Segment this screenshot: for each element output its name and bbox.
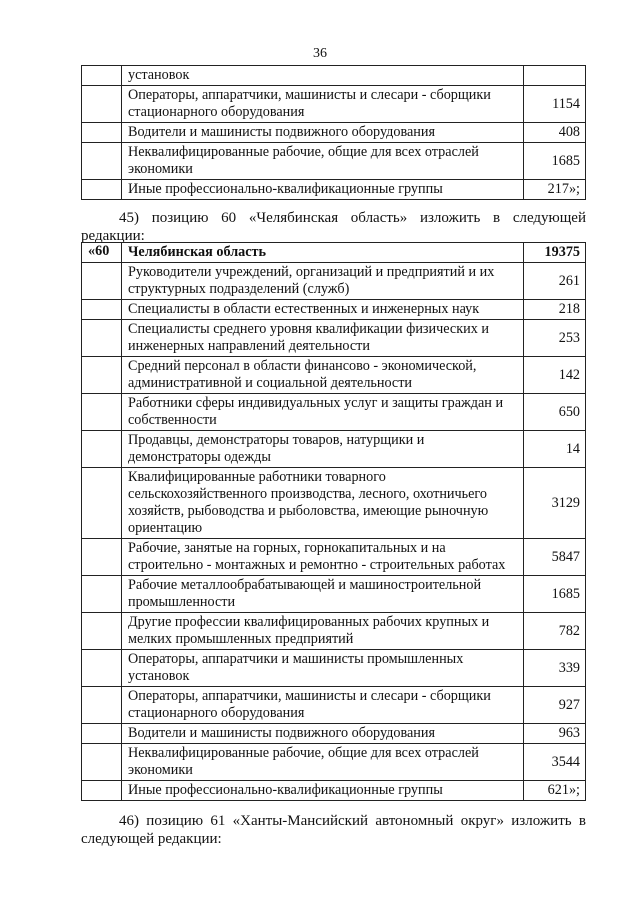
row-code: [82, 143, 122, 180]
row-name: Операторы, аппаратчики, машинисты и слесари - сборщики стационарного оборудования: [122, 687, 524, 724]
table-row: [82, 320, 586, 357]
row-code: [82, 394, 122, 431]
paragraph-46-line1: 46) позицию 61 «Ханты-Мансийский автономный округ» изложить в: [119, 813, 586, 829]
table-row: [82, 687, 586, 724]
paragraph-46-line2: следующей редакции:: [81, 831, 222, 847]
row-name: Рабочие металлообрабатывающей и машиностроительной промышленности: [122, 576, 524, 613]
row-value: 927: [524, 687, 586, 724]
row-code: [82, 576, 122, 613]
row-value: 963: [524, 724, 586, 744]
table-row: [82, 724, 586, 744]
row-value: 1685: [524, 143, 586, 180]
row-name: Операторы, аппаратчики, машинисты и слесари - сборщики стационарного оборудования: [122, 86, 524, 123]
row-code: [82, 613, 122, 650]
row-name: Специалисты в области естественных и инженерных наук: [122, 300, 524, 320]
row-name: Водители и машинисты подвижного оборудования: [122, 724, 524, 744]
table-row: [82, 300, 586, 320]
row-code: [82, 468, 122, 539]
row-name: Водители и машинисты подвижного оборудования: [122, 123, 524, 143]
paragraph-45: [81, 209, 586, 245]
row-code: [82, 744, 122, 781]
row-value: 621»;: [524, 781, 586, 801]
row-name: Операторы, аппаратчики и машинисты промышленных установок: [122, 650, 524, 687]
row-code: [82, 180, 122, 200]
paragraph-46: [81, 812, 586, 848]
row-name: Продавцы, демонстраторы товаров, натурщики и демонстраторы одежды: [122, 431, 524, 468]
table-row: [82, 123, 586, 143]
row-value: 3544: [524, 744, 586, 781]
paragraph-45-line1: 45) позицию 60 «Челябинская область» изложить в следующей: [119, 210, 586, 226]
table-row: [82, 539, 586, 576]
row-code: [82, 724, 122, 744]
table-row: [82, 650, 586, 687]
table-row: [82, 613, 586, 650]
table-row: [82, 86, 586, 123]
row-value: 3129: [524, 468, 586, 539]
row-code: [82, 687, 122, 724]
row-name: Неквалифицированные рабочие, общие для всех отраслей экономики: [122, 143, 524, 180]
row-code: [82, 650, 122, 687]
row-value: 339: [524, 650, 586, 687]
row-name: Руководители учреждений, организаций и предприятий и их структурных подразделений (служб): [122, 263, 524, 300]
row-value: 218: [524, 300, 586, 320]
row-value: 217»;: [524, 180, 586, 200]
table-row: [82, 357, 586, 394]
table-row: [82, 394, 586, 431]
row-code: [82, 263, 122, 300]
row-value: [524, 66, 586, 86]
table-row: [82, 781, 586, 801]
row-value: 142: [524, 357, 586, 394]
row-value: 650: [524, 394, 586, 431]
row-value: 14: [524, 431, 586, 468]
row-name: Неквалифицированные рабочие, общие для всех отраслей экономики: [122, 744, 524, 781]
table-row: [82, 576, 586, 613]
region-name: Челябинская область: [122, 243, 524, 263]
row-value: 1685: [524, 576, 586, 613]
row-name: установок: [122, 66, 524, 86]
row-value: 1154: [524, 86, 586, 123]
row-name: Специалисты среднего уровня квалификации физических и инженерных направлений деятельности: [122, 320, 524, 357]
row-code: [82, 300, 122, 320]
row-name: Средний персонал в области финансово - экономической, административной и социальной деятельности: [122, 357, 524, 394]
row-code: [82, 86, 122, 123]
row-code: [82, 357, 122, 394]
row-value: 261: [524, 263, 586, 300]
page-number: 36: [313, 46, 327, 61]
row-value: 408: [524, 123, 586, 143]
region-row: [82, 243, 586, 263]
table-row: [82, 263, 586, 300]
table-chelyabinsk: [81, 242, 586, 801]
table-row: [82, 744, 586, 781]
table-continued: [81, 65, 586, 200]
row-name: Иные профессионально-квалификационные группы: [122, 781, 524, 801]
region-total: 19375: [524, 243, 586, 263]
row-name: Работники сферы индивидуальных услуг и защиты граждан и собственности: [122, 394, 524, 431]
row-name: Иные профессионально-квалификационные группы: [122, 180, 524, 200]
region-code: «60: [82, 243, 122, 263]
table-row: [82, 180, 586, 200]
paragraph-45-line2: редакции:: [81, 228, 145, 244]
row-value: 5847: [524, 539, 586, 576]
row-code: [82, 123, 122, 143]
table-row: [82, 468, 586, 539]
row-code: [82, 66, 122, 86]
table-row: [82, 431, 586, 468]
row-name: Другие профессии квалифицированных рабочих крупных и мелких промышленных предприятий: [122, 613, 524, 650]
row-code: [82, 539, 122, 576]
table-row: [82, 143, 586, 180]
row-code: [82, 320, 122, 357]
table-row: [82, 66, 586, 86]
row-code: [82, 431, 122, 468]
row-value: 782: [524, 613, 586, 650]
row-name: Квалифицированные работники товарного сельскохозяйственного производства, лесного, охотничьего хозяйств, рыбоводства и рыболовства, имеющие рыночную ориентацию: [122, 468, 524, 539]
row-name: Рабочие, занятые на горных, горнокапитальных и на строительно - монтажных и ремонтно - строительных работах: [122, 539, 524, 576]
row-code: [82, 781, 122, 801]
row-value: 253: [524, 320, 586, 357]
